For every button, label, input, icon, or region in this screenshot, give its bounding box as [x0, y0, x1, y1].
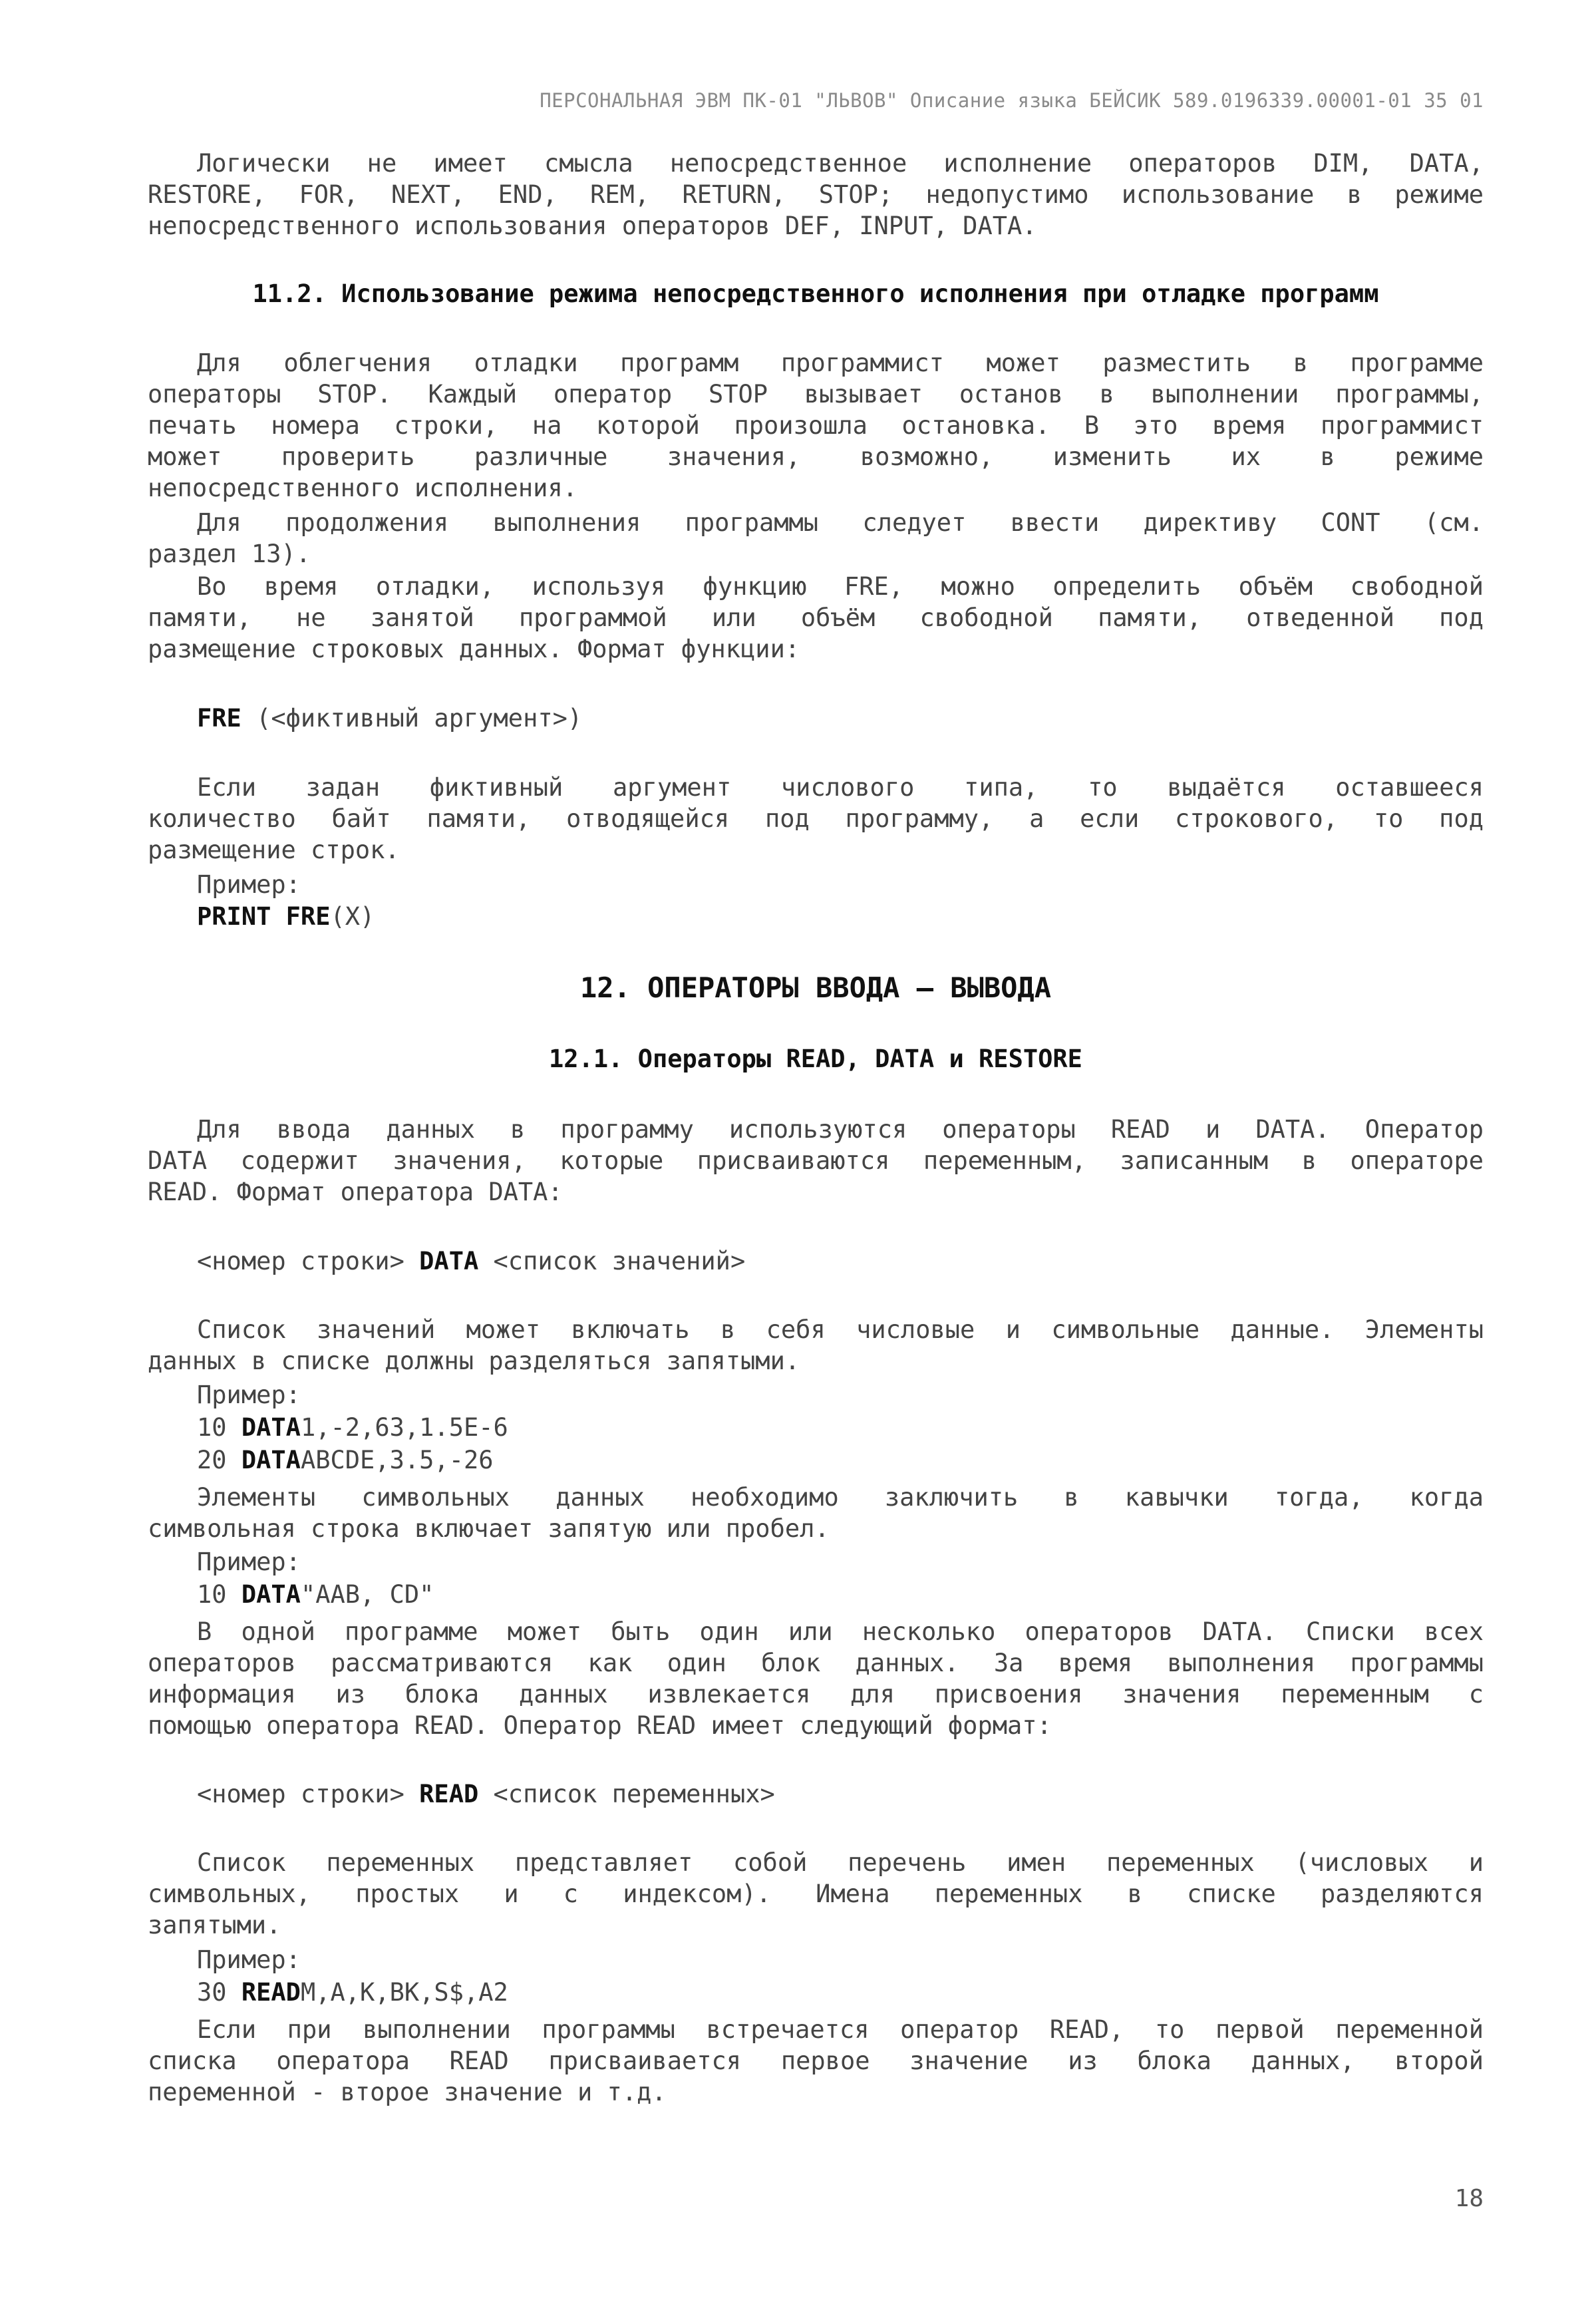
code-rest: M,A,K,BK,S$,A2 — [300, 1978, 508, 2007]
text-line: печать номера строки, на которой произошла остановка. В это время программист — [148, 411, 1484, 440]
text-line: Для ввода данных в программу используются операторы READ и DATA. Оператор — [197, 1115, 1484, 1144]
code-rest: 1,-2,63,1.5E-6 — [300, 1413, 508, 1442]
paragraph — [148, 1482, 1484, 1544]
paragraph — [148, 507, 1484, 570]
text-line: непосредственного использования операторов DEF, INPUT, DATA. — [148, 212, 1037, 240]
text-line: Для продолжения выполнения программы следует ввести директиву CONT (см. — [197, 508, 1484, 537]
line-number: 30 — [197, 1978, 241, 2007]
line-number: 10 — [197, 1413, 241, 1442]
text-line: операторы STOP. Каждый оператор STOP вызывает останов в выполнении программы, — [148, 380, 1484, 409]
paragraph — [148, 1314, 1484, 1377]
fre-format-line — [197, 703, 582, 734]
example-code-line — [197, 1444, 494, 1476]
text-line: В одной программе может быть один или несколько операторов DATA. Списки всех — [197, 1617, 1484, 1646]
keyword: DATA — [241, 1413, 301, 1442]
text-line: непосредственного исполнения. — [148, 474, 578, 502]
paragraph — [148, 1114, 1484, 1208]
paragraph — [148, 1847, 1484, 1941]
page-number: 18 — [1454, 2185, 1484, 2212]
paragraph — [148, 571, 1484, 665]
text-line: помощью оператора READ. Оператор READ имеет следующий формат: — [148, 1711, 1052, 1740]
text-line: данных в списке должны разделяться запятыми. — [148, 1347, 800, 1375]
text-line: списка оператора READ присваивается первое значение из блока данных, второй — [148, 2047, 1484, 2075]
running-header: ПЕРСОНАЛЬНАЯ ЭВМ ПК-01 "ЛЬВОВ" Описание языка БЕЙСИК 589.0196339.00001-01 35 01 — [540, 89, 1484, 112]
line-number: 10 — [197, 1580, 241, 1609]
keyword: PRINT FRE — [197, 902, 331, 931]
text-line: размещение строк. — [148, 836, 400, 864]
text-line: символьных, простых и с индексом). Имена переменных в списке разделяются — [148, 1880, 1484, 1908]
keyword: READ — [241, 1978, 301, 2007]
text-line: раздел 13). — [148, 540, 311, 568]
text-line: Если при выполнении программы встречается оператор READ, то первой переменной — [197, 2015, 1484, 2044]
text-line: RESTORE, FOR, NEXT, END, REM, RETURN, STOP; недопустимо использование в режиме — [148, 180, 1484, 209]
text-line: Логически не имеет смысла непосредственное исполнение операторов DIM, DATA, — [197, 149, 1484, 178]
keyword: FRE — [197, 704, 241, 733]
format-pre: <номер строки> — [197, 1780, 420, 1808]
keyword: DATA — [419, 1247, 479, 1275]
paragraph — [148, 2014, 1484, 2108]
text-line: переменной - второе значение и т.д. — [148, 2078, 667, 2106]
text-line: запятыми. — [148, 1911, 281, 1939]
example-code-line — [197, 1412, 508, 1443]
format-args: (<фиктивный аргумент>) — [241, 704, 583, 733]
example-label: Пример: — [197, 870, 301, 899]
text-line: Если задан фиктивный аргумент числового типа, то выдаётся оставшееся — [197, 773, 1484, 802]
text-line: информация из блока данных извлекается для присвоения значения переменным с — [148, 1680, 1484, 1709]
example-label: Пример: — [197, 1548, 301, 1576]
text-line: READ. Формат оператора DATA: — [148, 1178, 563, 1206]
chapter-heading-12: 12. ОПЕРАТОРЫ ВВОДА – ВЫВОДА — [579, 971, 1051, 1004]
example-label: Пример: — [197, 1381, 301, 1409]
paragraph — [148, 347, 1484, 504]
example-code-line — [197, 1579, 434, 1610]
text-line: Во время отладки, используя функцию FRE, можно определить объём свободной — [197, 572, 1484, 601]
text-line: размещение строковых данных. Формат функции: — [148, 635, 800, 663]
format-post: <список переменных> — [478, 1780, 775, 1808]
paragraph — [148, 1616, 1484, 1741]
example-code-line — [197, 901, 375, 932]
intro-paragraph — [148, 148, 1484, 242]
paragraph — [148, 772, 1484, 866]
read-format-line — [197, 1778, 775, 1810]
text-line: может проверить различные значения, возможно, изменить их в режиме — [148, 442, 1484, 471]
text-line: памяти, не занятой программой или объём свободной памяти, отведенной под — [148, 603, 1484, 632]
code-rest: (X) — [330, 902, 375, 931]
format-pre: <номер строки> — [197, 1247, 420, 1275]
example-label: Пример: — [197, 1945, 301, 1974]
code-rest: "AAB, CD" — [300, 1580, 434, 1609]
text-line: количество байт памяти, отводящейся под программу, а если строкового, то под — [148, 804, 1484, 833]
text-line: Список переменных представляет собой перечень имен переменных (числовых и — [197, 1848, 1484, 1877]
example-code-line — [197, 1977, 508, 2008]
text-line: DATA содержит значения, которые присваиваются переменным, записанным в операторе — [148, 1146, 1484, 1175]
text-line: Для облегчения отладки программ программист может разместить в программе — [197, 349, 1484, 377]
keyword: READ — [419, 1780, 479, 1808]
section-heading-12-1: 12.1. Операторы READ, DATA и RESTORE — [549, 1045, 1082, 1073]
text-line: Список значений может включать в себя числовые и символьные данные. Элементы — [197, 1315, 1484, 1344]
format-post: <список значений> — [478, 1247, 746, 1275]
keyword: DATA — [241, 1580, 301, 1609]
keyword: DATA — [241, 1446, 301, 1474]
line-number: 20 — [197, 1446, 241, 1474]
text-line: Элементы символьных данных необходимо заключить в кавычки тогда, когда — [197, 1483, 1484, 1512]
data-format-line — [197, 1245, 745, 1277]
code-rest: ABCDE,3.5,-26 — [300, 1446, 494, 1474]
section-heading-11-2: 11.2. Использование режима непосредственного исполнения при отладке программ — [252, 279, 1379, 308]
text-line: символьная строка включает запятую или пробел. — [148, 1514, 830, 1543]
text-line: операторов рассматриваются как один блок данных. За время выполнения программы — [148, 1649, 1484, 1677]
